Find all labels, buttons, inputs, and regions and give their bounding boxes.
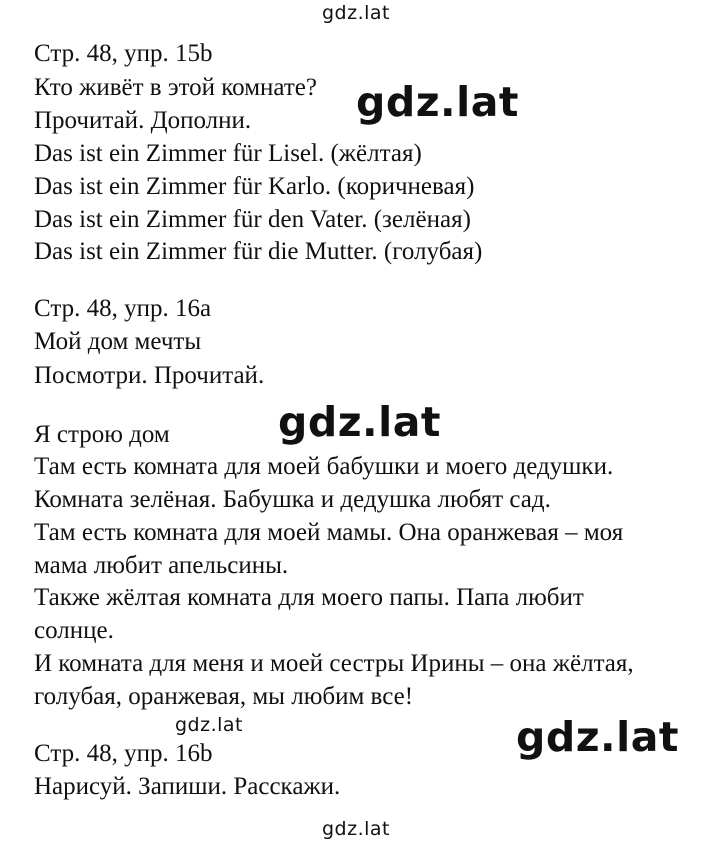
answer-sentence: Das ist ein Zimmer für den Vater. (зелёная) [34,206,471,233]
exercise-reference: Стр. 48, упр. 16b [34,740,213,767]
text-line: голубая, оранжевая, мы любим все! [34,683,414,710]
watermark-big: gdz.lat [516,713,679,761]
text-line: Я строю дом [34,421,170,448]
text-line: солнце. [34,617,114,644]
exercise-reference: Стр. 48, упр. 16а [34,295,212,322]
text-line: И комната для меня и моей сестры Ирины – она жёлтая, [34,650,634,677]
exercise-reference: Стр. 48, упр. 15b [34,40,213,67]
exercise-instruction: Нарисуй. Запиши. Расскажи. [34,773,341,800]
watermark-top: gdz.lat [322,2,391,24]
answer-sentence: Das ist ein Zimmer für Lisel. (жёлтая) [34,140,422,167]
text-line: Комната зелёная. Бабушка и дедушка любят сад. [34,486,551,513]
answer-sentence: Das ist ein Zimmer für die Mutter. (голубая) [34,238,483,265]
watermark-bottom: gdz.lat [322,818,391,840]
text-line: Там есть комната для моей мамы. Она оранжевая – моя [34,519,624,546]
exercise-title: Мой дом мечты [34,328,202,355]
text-line: Там есть комната для моей бабушки и моего дедушки. [34,453,614,480]
exercise-instruction: Прочитай. Дополни. [34,107,252,134]
exercise-title: Кто живёт в этой комнате? [34,74,317,101]
watermark-big: gdz.lat [278,398,441,446]
exercise-instruction: Посмотри. Прочитай. [34,362,265,389]
answer-sentence: Das ist ein Zimmer für Karlo. (коричневая) [34,173,475,200]
text-line: мама любит апельсины. [34,552,289,579]
text-line: Также жёлтая комната для моего папы. Папа любит [34,584,584,611]
watermark-big: gdz.lat [356,78,519,126]
watermark-small: gdz.lat [175,714,244,736]
